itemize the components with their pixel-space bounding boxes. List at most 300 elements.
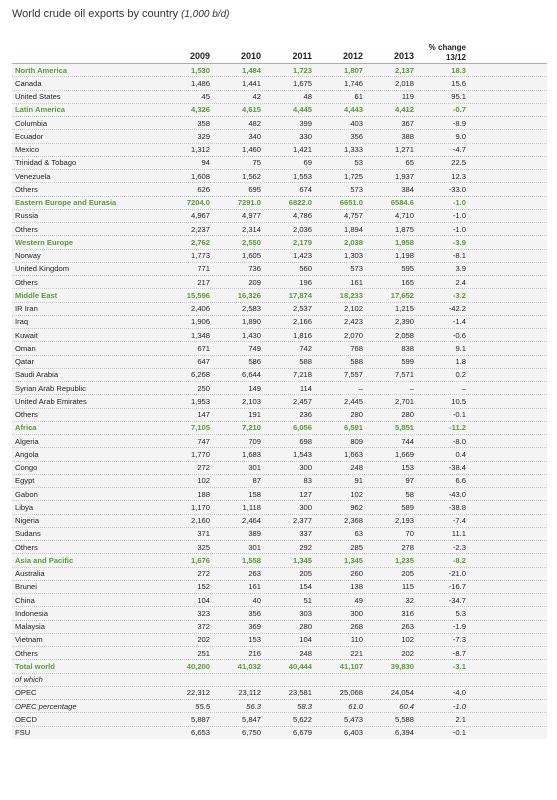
value-cell: 4,977 <box>241 211 261 221</box>
value-cell: 2,160 <box>190 516 210 526</box>
value-cell: 560 <box>299 264 312 274</box>
value-cell: 65 <box>405 158 414 168</box>
value-cell: 94 <box>201 158 210 168</box>
value-cell: 588 <box>299 357 312 367</box>
change-cell: -7.3 <box>452 635 466 645</box>
value-cell: 301 <box>248 463 261 473</box>
row-label: Others <box>15 277 38 287</box>
value-cell: 161 <box>350 277 363 287</box>
change-cell: -1.0 <box>452 198 466 208</box>
value-cell: 1,421 <box>292 145 312 155</box>
title-text: World crude oil exports by country <box>12 8 179 20</box>
value-cell: 626 <box>197 184 210 194</box>
value-cell: 248 <box>299 648 312 658</box>
row-label: IR Iran <box>15 304 38 314</box>
value-cell: 4,445 <box>292 105 312 115</box>
value-cell: 138 <box>350 582 363 592</box>
value-cell: 1,890 <box>241 317 261 327</box>
table-row <box>12 355 547 368</box>
table-row <box>12 514 547 527</box>
change-cell: 18.3 <box>451 65 466 75</box>
table-row <box>12 540 547 553</box>
value-cell: 1,543 <box>292 449 312 459</box>
value-cell: 303 <box>299 608 312 618</box>
value-cell: 2,377 <box>292 516 312 526</box>
value-cell: 15,596 <box>186 290 210 300</box>
value-cell: 4,443 <box>343 105 363 115</box>
value-cell: 1,958 <box>394 237 414 247</box>
value-cell: 1,723 <box>292 65 312 75</box>
total-row <box>12 659 547 672</box>
value-cell: 51 <box>303 595 312 605</box>
value-cell: 7,218 <box>292 370 312 380</box>
value-cell: 4,786 <box>292 211 312 221</box>
value-cell: 6,679 <box>292 728 312 738</box>
region-row <box>12 196 547 209</box>
value-cell: 6651.0 <box>339 198 363 208</box>
value-cell: 42 <box>252 92 261 102</box>
table-row <box>12 182 547 195</box>
value-cell: 16,326 <box>237 290 261 300</box>
change-cell: 10.5 <box>451 396 466 406</box>
value-cell: 61 <box>354 92 363 102</box>
value-cell: 2,038 <box>343 237 363 247</box>
row-label: Libya <box>15 502 34 512</box>
change-cell: 0.4 <box>455 449 466 459</box>
value-cell: 1,348 <box>190 330 210 340</box>
change-cell: -11.2 <box>449 423 466 433</box>
change-cell: -3.9 <box>452 237 466 247</box>
region-row <box>12 103 547 116</box>
change-cell: -8.7 <box>452 648 466 658</box>
change-cell: 1.8 <box>455 357 466 367</box>
table-row <box>12 474 547 487</box>
value-cell: 102 <box>401 635 414 645</box>
value-cell: 1,683 <box>241 449 261 459</box>
value-cell: 5,473 <box>343 714 363 724</box>
change-cell: 9.1 <box>455 343 466 353</box>
change-cell: -38.8 <box>448 502 466 512</box>
value-cell: 1,906 <box>190 317 210 327</box>
region-row <box>12 553 547 566</box>
value-cell: 102 <box>197 476 210 486</box>
value-cell: 771 <box>197 264 210 274</box>
value-cell: 1,441 <box>241 78 261 88</box>
value-cell: 588 <box>350 357 363 367</box>
row-label: Middle East <box>15 290 58 300</box>
value-cell: 1,553 <box>292 171 312 181</box>
value-cell: 25,068 <box>339 688 363 698</box>
table-row <box>12 381 547 394</box>
row-label: OPEC <box>15 688 37 698</box>
header-year: 2012 <box>342 51 363 61</box>
change-cell: -21.0 <box>448 569 466 579</box>
value-cell: 482 <box>248 118 261 128</box>
table-body <box>12 63 547 739</box>
table-row <box>12 249 547 262</box>
change-cell: -8.0 <box>452 436 466 446</box>
row-label: United States <box>15 92 61 102</box>
table-row <box>12 275 547 288</box>
value-cell: 573 <box>350 184 363 194</box>
value-cell: 744 <box>401 436 414 446</box>
value-cell: 280 <box>401 410 414 420</box>
value-cell: 2,762 <box>190 237 210 247</box>
value-cell: 48 <box>303 92 312 102</box>
value-cell: 49 <box>354 595 363 605</box>
table-row <box>12 633 547 646</box>
row-label: Algeria <box>15 436 39 446</box>
table-row <box>12 262 547 275</box>
change-cell: -43.0 <box>448 489 466 499</box>
change-cell: -34.7 <box>448 595 466 605</box>
table-row <box>12 302 547 315</box>
value-cell: 5,851 <box>394 423 414 433</box>
value-cell: 17,652 <box>390 290 414 300</box>
value-cell: 58 <box>405 489 414 499</box>
change-cell: -33.0 <box>448 184 466 194</box>
value-cell: 205 <box>299 569 312 579</box>
value-cell: 1,486 <box>190 78 210 88</box>
value-cell: 300 <box>299 502 312 512</box>
value-cell: 63 <box>354 529 363 539</box>
row-label: Others <box>15 184 38 194</box>
value-cell: 1,235 <box>394 555 414 565</box>
value-cell: 285 <box>350 542 363 552</box>
value-cell: 2,070 <box>343 330 363 340</box>
value-cell: 236 <box>299 410 312 420</box>
change-cell: -38.4 <box>448 463 466 473</box>
value-cell: 6,644 <box>241 370 261 380</box>
value-cell: 371 <box>197 529 210 539</box>
value-cell: 18,233 <box>339 290 363 300</box>
row-label: Total world <box>15 661 55 671</box>
value-cell: – <box>358 383 363 393</box>
table-row <box>12 646 547 659</box>
value-cell: 205 <box>401 569 414 579</box>
value-cell: 671 <box>197 343 210 353</box>
value-cell: 216 <box>248 648 261 658</box>
row-label: Latin America <box>15 105 65 115</box>
value-cell: 23,112 <box>238 688 261 698</box>
value-cell: 263 <box>401 622 414 632</box>
value-cell: 41,032 <box>237 661 261 671</box>
value-cell: 272 <box>197 569 210 579</box>
value-cell: 1,423 <box>292 251 312 261</box>
value-cell: 2,102 <box>343 304 363 314</box>
table-row <box>12 129 547 142</box>
value-cell: 260 <box>350 569 363 579</box>
value-cell: 1,530 <box>190 65 210 75</box>
row-label: Brunei <box>15 582 37 592</box>
value-cell: 4,326 <box>190 105 210 115</box>
value-cell: 742 <box>299 343 312 353</box>
value-cell: 747 <box>197 436 210 446</box>
table-row <box>12 341 547 354</box>
table-row <box>12 209 547 222</box>
value-cell: 599 <box>401 357 414 367</box>
row-label: Vietnam <box>15 635 43 645</box>
value-cell: 389 <box>248 529 261 539</box>
row-label: Western Europe <box>15 237 74 247</box>
value-cell: 1,345 <box>292 555 312 565</box>
region-row <box>12 288 547 301</box>
value-cell: 119 <box>401 92 414 102</box>
table-row <box>12 368 547 381</box>
value-cell: 217 <box>197 277 210 287</box>
row-label: United Kingdom <box>15 264 70 274</box>
change-cell: -0.1 <box>452 728 466 738</box>
change-cell: -8.1 <box>452 251 466 261</box>
value-cell: 356 <box>350 131 363 141</box>
change-cell: -8.2 <box>452 555 466 565</box>
table-row <box>12 500 547 513</box>
value-cell: 7291.0 <box>237 198 261 208</box>
value-cell: 202 <box>197 635 210 645</box>
value-cell: 1,170 <box>190 502 210 512</box>
value-cell: 300 <box>350 608 363 618</box>
value-cell: 149 <box>248 383 261 393</box>
header-year: 2011 <box>292 51 312 61</box>
row-label: Australia <box>15 569 45 579</box>
value-cell: 384 <box>401 184 414 194</box>
value-cell: 4,412 <box>394 105 414 115</box>
value-cell: 188 <box>197 489 210 499</box>
value-cell: 736 <box>248 264 261 274</box>
change-cell: 0.2 <box>455 370 466 380</box>
row-label: Oman <box>15 343 36 353</box>
value-cell: 1,675 <box>292 78 312 88</box>
change-cell: -4.7 <box>452 145 466 155</box>
value-cell: 1,333 <box>343 145 363 155</box>
value-cell: 2,445 <box>343 396 363 406</box>
value-cell: 209 <box>248 277 261 287</box>
value-cell: 22,312 <box>186 688 210 698</box>
value-cell: 6,056 <box>292 423 312 433</box>
value-cell: 4,615 <box>241 105 261 115</box>
table-row <box>12 567 547 580</box>
region-row <box>12 235 547 248</box>
value-cell: 2,701 <box>394 396 414 406</box>
change-cell: -0.6 <box>452 330 466 340</box>
value-cell: 1,770 <box>190 449 210 459</box>
table-row <box>12 620 547 633</box>
row-label: OECD <box>15 714 37 724</box>
value-cell: 1,118 <box>242 502 261 512</box>
value-cell: 7,105 <box>190 423 210 433</box>
value-cell: 356 <box>248 608 261 618</box>
row-label: Syrian Arab Republic <box>15 383 86 393</box>
row-label: OPEC percentage <box>15 701 77 711</box>
row-label: Others <box>15 224 38 234</box>
value-cell: 337 <box>299 529 312 539</box>
change-cell: 12.3 <box>451 171 466 181</box>
value-cell: 300 <box>299 463 312 473</box>
change-cell: 9.0 <box>455 131 466 141</box>
table-row <box>12 461 547 474</box>
table-row <box>12 169 547 182</box>
value-cell: 272 <box>197 463 210 473</box>
header-change-line2: 13/12 <box>445 53 466 62</box>
change-cell: -1.0 <box>452 224 466 234</box>
page-title <box>12 8 229 20</box>
value-cell: 104 <box>197 595 210 605</box>
change-cell: 95.1 <box>451 92 466 102</box>
value-cell: 2,464 <box>241 516 261 526</box>
value-cell: 53 <box>354 158 363 168</box>
value-cell: 340 <box>248 131 261 141</box>
value-cell: 7204.0 <box>186 198 210 208</box>
value-cell: 7,571 <box>394 370 414 380</box>
value-cell: 91 <box>354 476 363 486</box>
row-label: Columbia <box>15 118 48 128</box>
value-cell: 1,605 <box>241 251 261 261</box>
region-row <box>12 63 547 76</box>
row-label: Sudans <box>15 529 41 539</box>
change-cell: -0.7 <box>452 105 466 115</box>
value-cell: 2,103 <box>241 396 261 406</box>
value-cell: 367 <box>401 118 414 128</box>
value-cell: 1,746 <box>343 78 363 88</box>
change-cell: 2.1 <box>455 714 466 724</box>
value-cell: 330 <box>299 131 312 141</box>
row-label: Africa <box>15 423 37 433</box>
region-row <box>12 421 547 434</box>
value-cell: 17,874 <box>288 290 312 300</box>
change-cell: 6.6 <box>455 476 466 486</box>
value-cell: 1,460 <box>241 145 261 155</box>
value-cell: 403 <box>350 118 363 128</box>
value-cell: 369 <box>248 622 261 632</box>
value-cell: 165 <box>401 277 414 287</box>
row-label: Ecuador <box>15 131 44 141</box>
change-cell: -16.7 <box>448 582 466 592</box>
header-year: 2009 <box>189 51 210 61</box>
value-cell: 5,622 <box>292 714 312 724</box>
table-header <box>12 38 547 63</box>
value-cell: 127 <box>299 489 312 499</box>
row-label: Malaysia <box>15 622 45 632</box>
value-cell: 1,271 <box>394 145 414 155</box>
value-cell: 5,887 <box>190 714 210 724</box>
table-row <box>12 156 547 169</box>
table-row <box>12 686 547 699</box>
value-cell: 1,312 <box>190 145 210 155</box>
value-cell: 154 <box>299 582 312 592</box>
value-cell: – <box>409 383 414 393</box>
value-cell: 589 <box>401 502 414 512</box>
value-cell: 24,054 <box>390 688 414 698</box>
table-row <box>12 434 547 447</box>
row-label: China <box>15 595 35 605</box>
value-cell: 809 <box>350 436 363 446</box>
value-cell: 2,583 <box>241 304 261 314</box>
row-label: Others <box>15 542 38 552</box>
value-cell: 2,166 <box>292 317 312 327</box>
row-label: Iraq <box>15 317 29 327</box>
value-cell: 115 <box>401 582 414 592</box>
value-cell: 962 <box>350 502 363 512</box>
row-label: Russia <box>15 211 39 221</box>
value-cell: 221 <box>350 648 363 658</box>
change-cell: – <box>461 383 466 393</box>
value-cell: 83 <box>303 476 312 486</box>
row-label: Egypt <box>15 476 35 486</box>
value-cell: 6,394 <box>394 728 414 738</box>
row-label: Canada <box>15 78 42 88</box>
value-cell: 248 <box>350 463 363 473</box>
value-cell: 2,368 <box>343 516 363 526</box>
table-row <box>12 527 547 540</box>
value-cell: 1,875 <box>394 224 414 234</box>
value-cell: 41,107 <box>339 661 363 671</box>
value-cell: 263 <box>248 569 261 579</box>
value-cell: 329 <box>197 131 210 141</box>
row-label: Qatar <box>15 357 34 367</box>
change-cell: 22.5 <box>451 158 466 168</box>
change-cell: -0.1 <box>452 410 466 420</box>
value-cell: 268 <box>350 622 363 632</box>
value-cell: 301 <box>248 542 261 552</box>
row-label: Saudi Arabia <box>15 370 59 380</box>
value-cell: 358 <box>197 118 210 128</box>
row-label: Others <box>15 648 38 658</box>
row-label: Asia and Pacific <box>15 555 74 565</box>
value-cell: 698 <box>299 436 312 446</box>
row-label: United Arab Emirates <box>15 396 87 406</box>
value-cell: 2,237 <box>190 224 210 234</box>
value-cell: 4,757 <box>343 211 363 221</box>
value-cell: 399 <box>299 118 312 128</box>
value-cell: 110 <box>350 635 363 645</box>
value-cell: 768 <box>350 343 363 353</box>
value-cell: 325 <box>197 542 210 552</box>
value-cell: 372 <box>197 622 210 632</box>
value-cell: 5,588 <box>394 714 414 724</box>
exports-table <box>12 38 547 739</box>
row-label: Congo <box>15 463 38 473</box>
value-cell: 202 <box>401 648 414 658</box>
unit-label: (1,000 b/d) <box>181 9 230 20</box>
value-cell: 573 <box>350 264 363 274</box>
value-cell: 749 <box>248 343 261 353</box>
change-cell: -7.4 <box>452 516 466 526</box>
value-cell: 23,581 <box>288 688 312 698</box>
value-cell: 280 <box>299 622 312 632</box>
value-cell: 6,750 <box>241 728 261 738</box>
value-cell: 2,390 <box>394 317 414 327</box>
value-cell: 70 <box>405 529 414 539</box>
value-cell: 1,773 <box>190 251 210 261</box>
table-row <box>12 593 547 606</box>
change-cell: -1.0 <box>452 701 466 711</box>
value-cell: 316 <box>401 608 414 618</box>
value-cell: 2,537 <box>292 304 312 314</box>
value-cell: 6,653 <box>190 728 210 738</box>
value-cell: 1,215 <box>394 304 414 314</box>
table-row <box>12 222 547 235</box>
change-cell: -1.4 <box>452 317 466 327</box>
change-cell: -2.3 <box>452 542 466 552</box>
row-label: of which <box>15 675 43 685</box>
value-cell: 161 <box>248 582 261 592</box>
value-cell: 39,830 <box>390 661 414 671</box>
value-cell: 1,816 <box>292 330 312 340</box>
value-cell: 1,669 <box>394 449 414 459</box>
value-cell: 6822.0 <box>288 198 312 208</box>
value-cell: 1,430 <box>241 330 261 340</box>
value-cell: 45 <box>201 92 210 102</box>
